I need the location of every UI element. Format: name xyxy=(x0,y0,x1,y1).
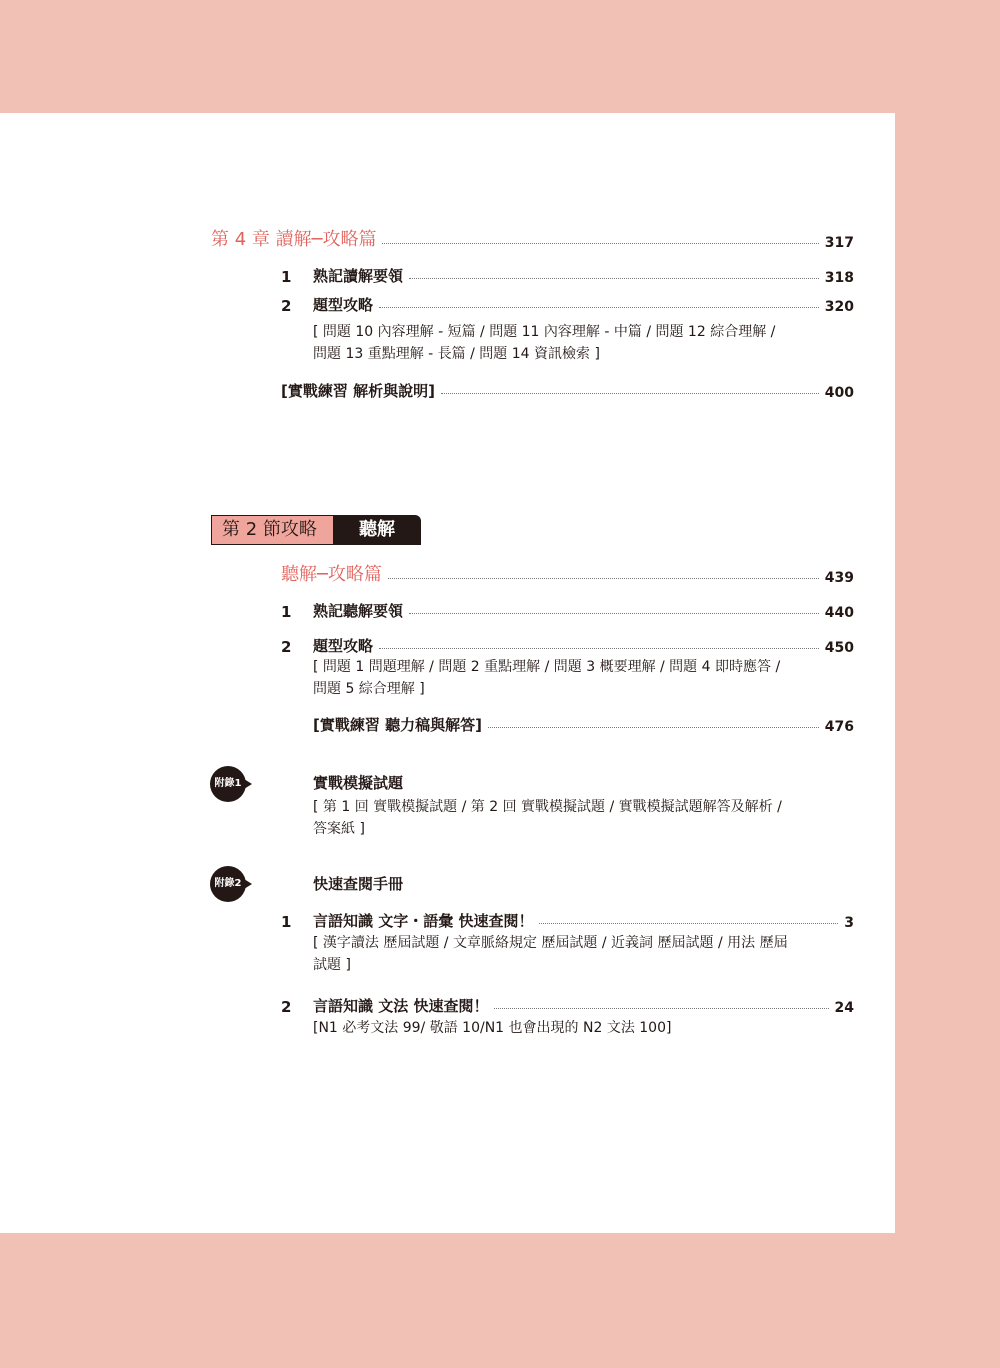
details-line: [N1 必考文法 99/ 敬語 10/N1 也會出現的 N2 文法 100] xyxy=(313,1020,672,1036)
details-line: 問題 5 綜合理解 ] xyxy=(313,681,425,697)
leader-dots xyxy=(409,613,819,614)
appendix-1-title[interactable]: 實戰模擬試題 xyxy=(313,774,404,792)
page-number: 440 xyxy=(824,605,854,621)
practice-entry[interactable] xyxy=(281,377,854,401)
details-line: [ 問題 10 內容理解 - 短篇 / 問題 11 內容理解 - 中篇 / 問題 12 綜合理解 / xyxy=(313,324,776,340)
section-heading: 聽解─攻略篇 xyxy=(281,564,382,585)
toc-entry[interactable] xyxy=(281,262,854,286)
entry-number: 1 xyxy=(281,913,292,931)
leader-dots xyxy=(382,243,818,244)
practice-entry[interactable] xyxy=(313,711,854,735)
page-number: 24 xyxy=(834,1000,854,1016)
section-tab-title: 聽解 xyxy=(333,515,421,545)
toc-entry[interactable] xyxy=(281,291,854,315)
details-line: 試題 ] xyxy=(313,957,351,973)
chapter-title: 第 4 章 讀解─攻略篇 xyxy=(211,229,377,250)
entry-label: 熟記聽解要領 xyxy=(313,602,404,620)
toc-entry[interactable] xyxy=(281,632,854,656)
chapter-4-entry[interactable] xyxy=(211,227,854,251)
entry-label: [實戰練習 解析與說明] xyxy=(281,382,435,400)
leader-dots xyxy=(388,578,819,579)
entry-number: 1 xyxy=(281,268,292,286)
details-line: 問題 13 重點理解 - 長篇 / 問題 14 資訊檢索 ] xyxy=(313,346,600,362)
leader-dots xyxy=(379,307,819,308)
leader-dots xyxy=(539,923,838,924)
leader-dots xyxy=(488,727,819,728)
entry-number: 2 xyxy=(281,998,292,1016)
entry-details xyxy=(313,656,833,700)
details-line: [ 第 1 回 實戰模擬試題 / 第 2 回 實戰模擬試題 / 實戰模擬試題解答及解析 / xyxy=(313,799,782,815)
entry-number: 1 xyxy=(281,603,292,621)
section-tab-label: 第 2 節攻略 xyxy=(211,515,335,545)
entry-label: 題型攻略 xyxy=(313,296,374,314)
leader-dots xyxy=(441,393,819,394)
entry-details xyxy=(313,321,833,365)
entry-label: 熟記讀解要領 xyxy=(313,267,404,285)
entry-label: 言語知識 文法 快速查閱！ xyxy=(313,997,489,1015)
details-line: [ 漢字讀法 歷屆試題 / 文章脈絡規定 歷屆試題 / 近義詞 歷屆試題 / 用法 歷屆 xyxy=(313,935,788,951)
leader-dots xyxy=(379,648,819,649)
page-number: 320 xyxy=(824,299,854,315)
section-tab xyxy=(211,515,421,545)
appendix-2-title[interactable]: 快速查閱手冊 xyxy=(313,875,404,893)
leader-dots xyxy=(409,278,819,279)
appendix-1-details xyxy=(313,796,833,840)
page-number: 318 xyxy=(824,270,854,286)
entry-label: 言語知識 文字・語彙 快速查閱！ xyxy=(313,912,534,930)
page-number: 400 xyxy=(824,385,854,401)
toc-entry[interactable] xyxy=(281,597,854,621)
page-number: 439 xyxy=(824,570,854,586)
entry-details xyxy=(313,1017,843,1039)
leader-dots xyxy=(494,1008,828,1009)
toc-entry[interactable] xyxy=(281,907,854,931)
details-line: 答案紙 ] xyxy=(313,821,365,837)
appendix-2-badge: 附錄2 xyxy=(210,866,246,902)
entry-details xyxy=(313,932,843,976)
entry-label: 題型攻略 xyxy=(313,637,374,655)
page-number: 450 xyxy=(824,640,854,656)
page-number: 3 xyxy=(844,915,854,931)
page-number: 476 xyxy=(824,719,854,735)
entry-number: 2 xyxy=(281,297,292,315)
entry-number: 2 xyxy=(281,638,292,656)
toc-entry[interactable] xyxy=(281,992,854,1016)
content-page xyxy=(0,113,895,1233)
appendix-1-badge: 附錄1 xyxy=(210,766,246,802)
details-line: [ 問題 1 問題理解 / 問題 2 重點理解 / 問題 3 概要理解 / 問題 4 即時應答 / xyxy=(313,659,781,675)
page-number: 317 xyxy=(824,235,854,251)
entry-label: [實戰練習 聽力稿與解答] xyxy=(313,716,482,734)
section-heading-entry[interactable] xyxy=(281,562,854,586)
